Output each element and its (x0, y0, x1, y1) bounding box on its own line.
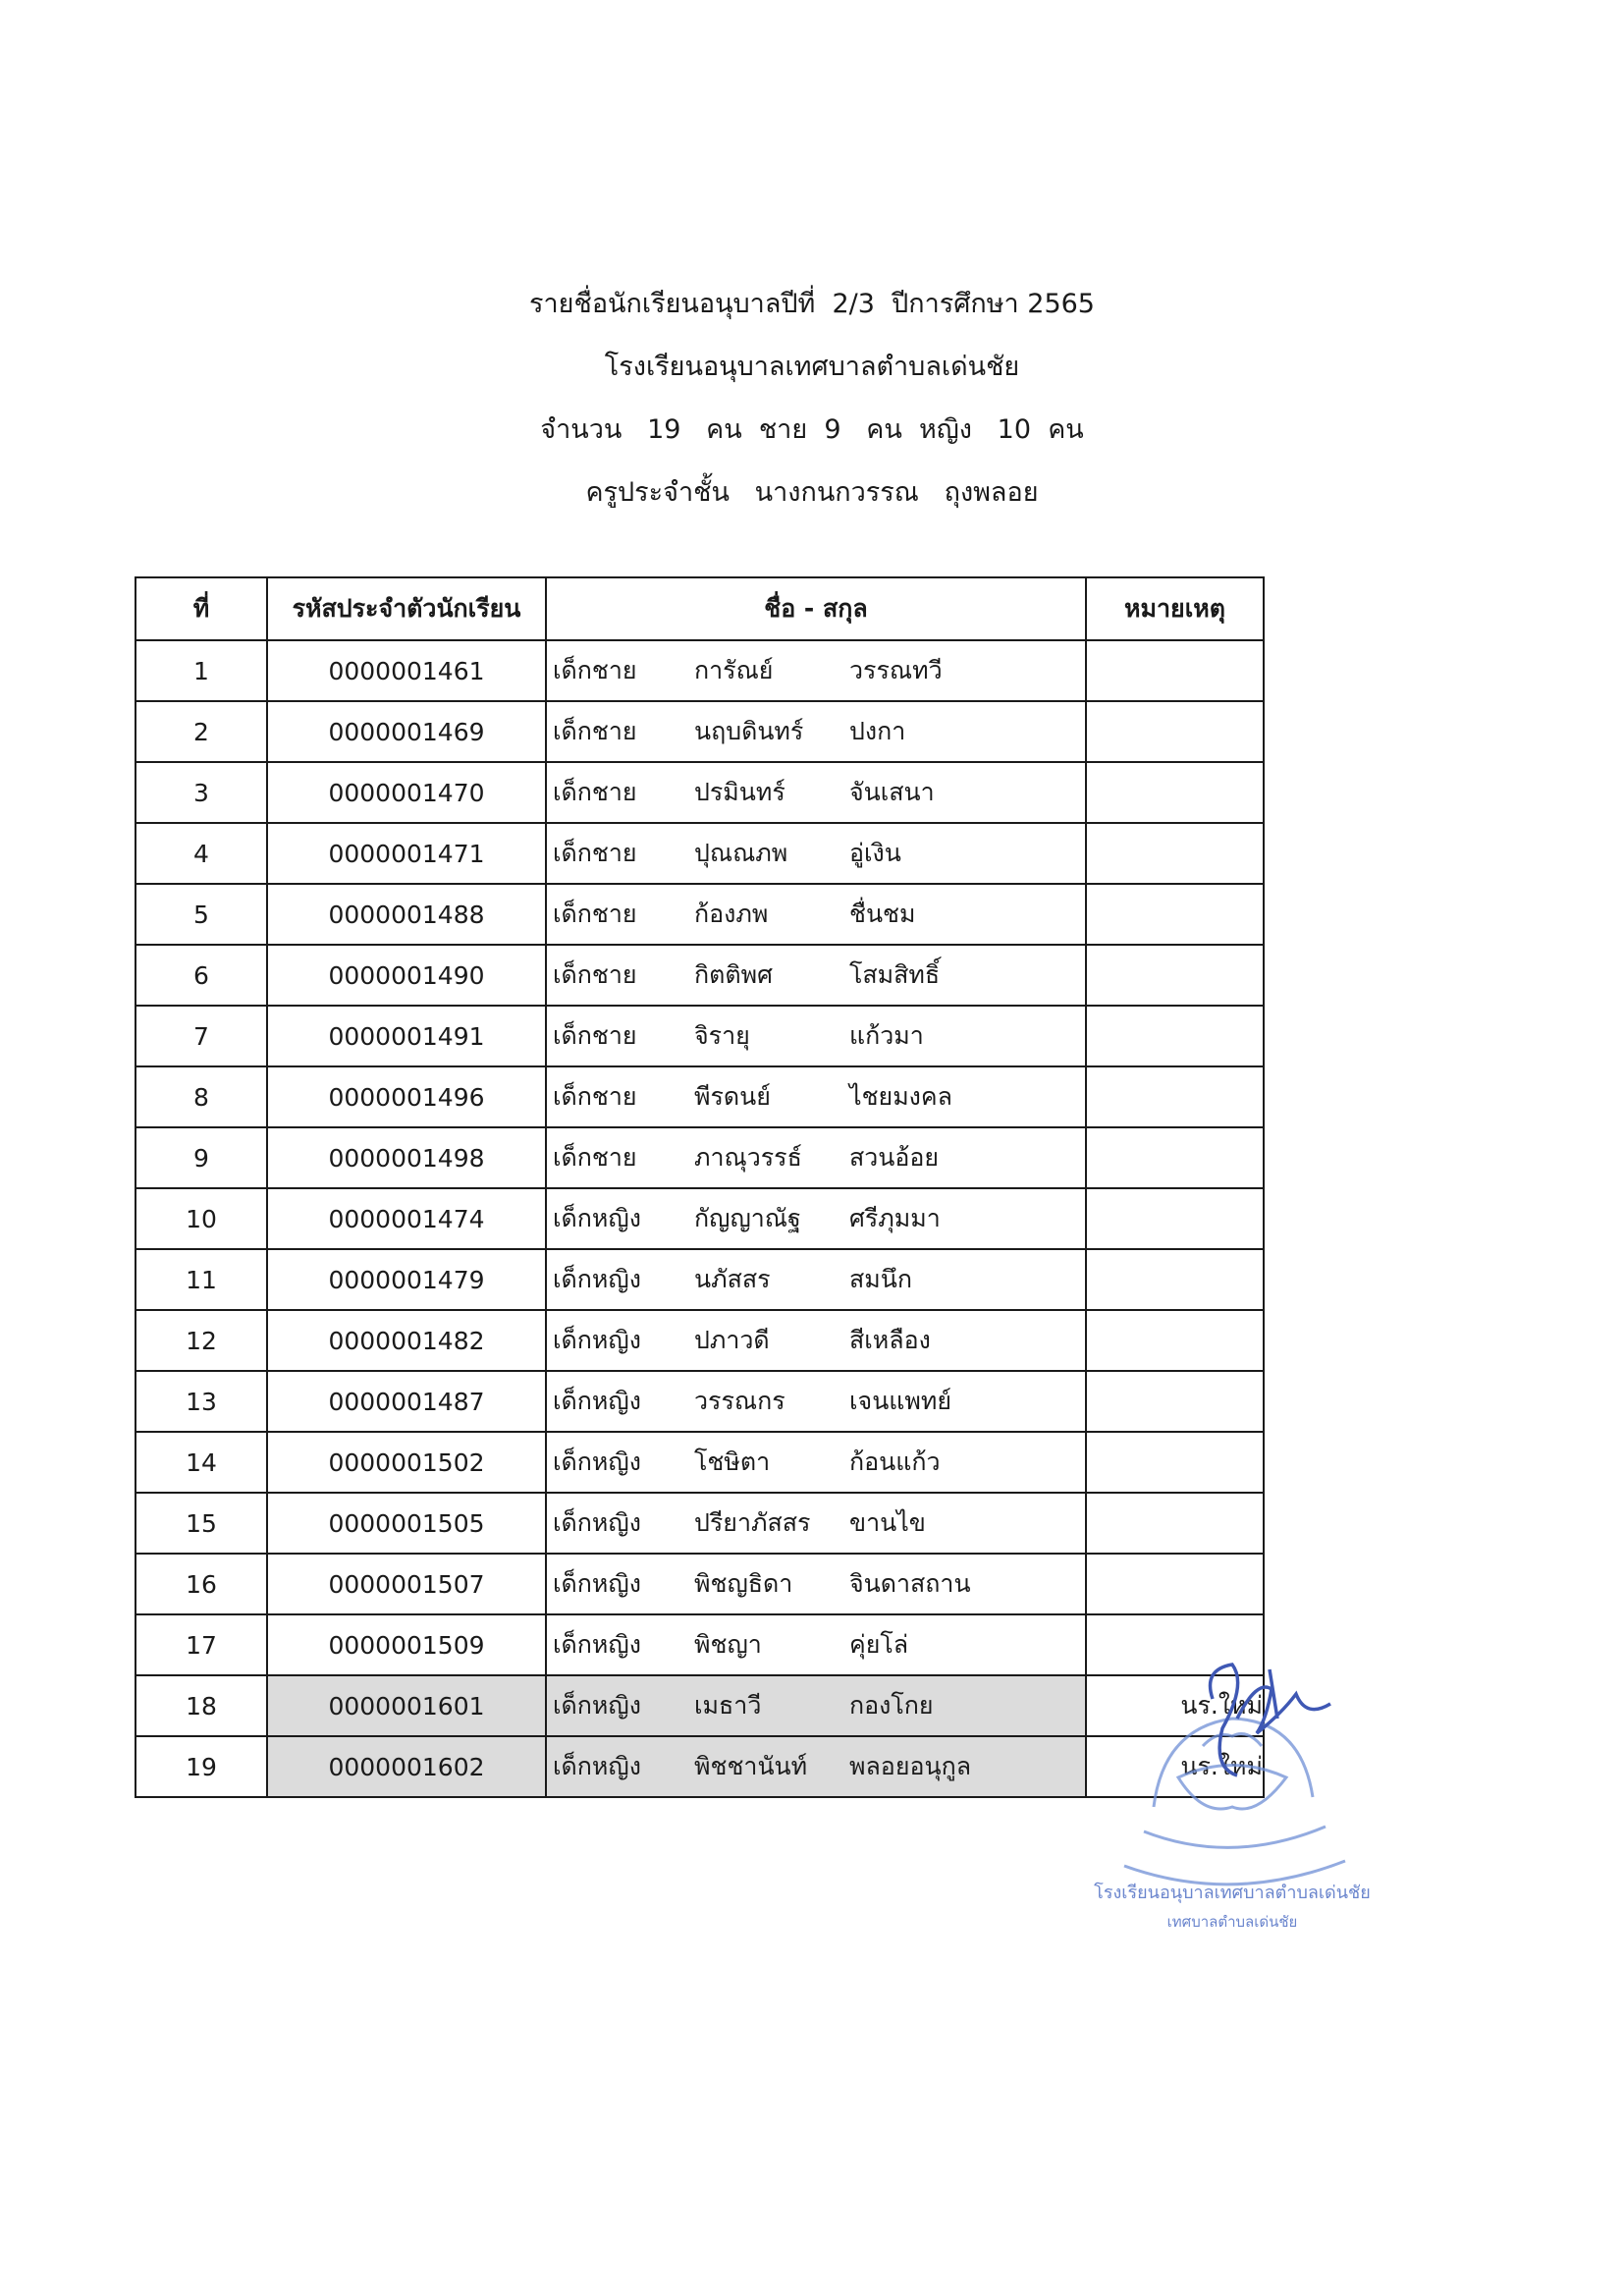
last-name: กองโกย (849, 1691, 934, 1720)
student-id: 0000001507 (267, 1554, 546, 1614)
row-number: 14 (135, 1432, 267, 1493)
stamp-text-municipality: เทศบาลตำบลเด่นชัย (1166, 1913, 1298, 1931)
remark (1086, 823, 1264, 884)
table-header-row (135, 577, 1264, 640)
student-name-cell (546, 1188, 1086, 1249)
remark (1086, 701, 1264, 762)
student-name-cell (546, 1371, 1086, 1432)
student-name-cell (546, 1249, 1086, 1310)
student-name-cell (546, 1127, 1086, 1188)
name-title: เด็กชาย (553, 900, 637, 928)
name-title: เด็กหญิง (553, 1569, 641, 1598)
student-name-cell (546, 701, 1086, 762)
student-id: 0000001602 (267, 1736, 546, 1797)
name-title: เด็กหญิง (553, 1508, 641, 1537)
last-name: ไชยมงคล (849, 1082, 952, 1111)
remark (1086, 884, 1264, 945)
row-number: 1 (135, 640, 267, 701)
last-name: เจนแพทย์ (849, 1387, 952, 1415)
homeroom-teacher: ครูประจำชั้น นางกนกวรรณ ถุงพลอย (585, 477, 1039, 508)
first-name: นฤบดินทร์ (694, 717, 804, 745)
table-row (135, 701, 1264, 762)
name-title: เด็กหญิง (553, 1630, 641, 1659)
first-name: ปรมินทร์ (694, 778, 785, 806)
table-row (135, 1188, 1264, 1249)
student-name-cell (546, 1493, 1086, 1554)
row-number: 18 (135, 1675, 267, 1736)
remark (1086, 1493, 1264, 1554)
last-name: จันเสนา (849, 778, 935, 806)
last-name: วรรณทวี (849, 656, 943, 684)
table-row (135, 945, 1264, 1006)
row-number: 17 (135, 1614, 267, 1675)
table-row (135, 1310, 1264, 1371)
student-id: 0000001488 (267, 884, 546, 945)
first-name: พิชญธิดา (694, 1569, 793, 1598)
last-name: ปงกา (849, 717, 906, 745)
student-name-cell (546, 945, 1086, 1006)
column-header-student-id: รหัสประจำตัวนักเรียน (267, 577, 546, 640)
school-name: โรงเรียนอนุบาลเทศบาลตำบลเด่นชัย (604, 352, 1020, 382)
first-name: ปุณณภพ (694, 839, 788, 867)
remark (1086, 1432, 1264, 1493)
name-title: เด็กหญิง (553, 1204, 641, 1232)
first-name: ปภาวดี (694, 1326, 770, 1354)
row-number: 8 (135, 1066, 267, 1127)
table-row (135, 1554, 1264, 1614)
table-row (135, 762, 1264, 823)
table-row (135, 1006, 1264, 1066)
remark (1086, 1310, 1264, 1371)
name-title: เด็กชาย (553, 1143, 637, 1172)
remark (1086, 640, 1264, 701)
remark (1086, 1066, 1264, 1127)
first-name: เมธาวี (694, 1691, 762, 1720)
student-id: 0000001487 (267, 1371, 546, 1432)
remark (1086, 1006, 1264, 1066)
name-title: เด็กชาย (553, 960, 637, 989)
student-name-cell (546, 1675, 1086, 1736)
last-name: คุ่ยโล่ (849, 1630, 909, 1659)
last-name: สีเหลือง (849, 1326, 931, 1354)
student-id: 0000001490 (267, 945, 546, 1006)
first-name: ปรียาภัสสร (694, 1508, 811, 1537)
remark (1086, 762, 1264, 823)
table-row (135, 1432, 1264, 1493)
student-id: 0000001469 (267, 701, 546, 762)
student-roster-table (135, 576, 1265, 1798)
student-id: 0000001491 (267, 1006, 546, 1066)
last-name: พลอยอนุกูล (849, 1752, 972, 1780)
remark: นร.ใหม่ (1086, 1675, 1264, 1736)
name-title: เด็กชาย (553, 839, 637, 867)
column-header-name: ชื่อ - สกุล (546, 577, 1086, 640)
name-title: เด็กหญิง (553, 1265, 641, 1293)
table-row (135, 1249, 1264, 1310)
first-name: พิชชานันท์ (694, 1752, 808, 1780)
last-name: โสมสิทธิ์ (849, 960, 941, 989)
last-name: จินดาสถาน (849, 1569, 971, 1598)
student-id: 0000001496 (267, 1066, 546, 1127)
last-name: สวนอ้อย (849, 1143, 940, 1172)
signature-mark (1211, 1665, 1331, 1775)
student-name-cell (546, 884, 1086, 945)
row-number: 6 (135, 945, 267, 1006)
row-number: 15 (135, 1493, 267, 1554)
name-title: เด็กหญิง (553, 1447, 641, 1476)
first-name: พีรดนย์ (694, 1082, 771, 1111)
row-number: 11 (135, 1249, 267, 1310)
table-row (135, 1127, 1264, 1188)
student-name-cell (546, 640, 1086, 701)
table-row (135, 884, 1264, 945)
last-name: ขานไข (849, 1508, 926, 1537)
student-name-cell (546, 1614, 1086, 1675)
student-id: 0000001502 (267, 1432, 546, 1493)
remark: นร.ใหม่ (1086, 1736, 1264, 1797)
remark (1086, 1249, 1264, 1310)
table-row (135, 1371, 1264, 1432)
table-body (135, 640, 1264, 1797)
student-count-summary: จำนวน 19 คน ชาย 9 คน หญิง 10 คน (540, 414, 1084, 445)
class-title: รายชื่อนักเรียนอนุบาลปีที่ 2/3 ปีการศึกษา 2565 (529, 289, 1095, 319)
student-id: 0000001479 (267, 1249, 546, 1310)
remark (1086, 1554, 1264, 1614)
first-name: โชษิตา (694, 1447, 771, 1476)
student-name-cell (546, 1066, 1086, 1127)
student-id: 0000001471 (267, 823, 546, 884)
student-name-cell (546, 762, 1086, 823)
last-name: ศรีภุมมา (849, 1204, 941, 1232)
document-header (0, 273, 1624, 524)
first-name: นภัสสร (694, 1265, 771, 1293)
last-name: ชื่นชม (849, 900, 916, 928)
first-name: กัญญาณัฐ (694, 1204, 801, 1232)
remark (1086, 1188, 1264, 1249)
name-title: เด็กชาย (553, 656, 637, 684)
column-header-note: หมายเหตุ (1086, 577, 1264, 640)
last-name: อู่เงิน (849, 839, 901, 867)
table-row (135, 1493, 1264, 1554)
row-number: 5 (135, 884, 267, 945)
student-id: 0000001509 (267, 1614, 546, 1675)
row-number: 9 (135, 1127, 267, 1188)
row-number: 3 (135, 762, 267, 823)
row-number: 19 (135, 1736, 267, 1797)
name-title: เด็กหญิง (553, 1387, 641, 1415)
first-name: จิรายุ (694, 1021, 750, 1050)
student-name-cell (546, 823, 1086, 884)
student-name-cell (546, 1310, 1086, 1371)
first-name: วรรณกร (694, 1387, 785, 1415)
first-name: ก้องภพ (694, 900, 769, 928)
row-number: 10 (135, 1188, 267, 1249)
stamp-text-school: โรงเรียนอนุบาลเทศบาลตำบลเด่นชัย (1094, 1883, 1371, 1903)
remark (1086, 1371, 1264, 1432)
row-number: 12 (135, 1310, 267, 1371)
row-number: 7 (135, 1006, 267, 1066)
student-name-cell (546, 1736, 1086, 1797)
remark (1086, 945, 1264, 1006)
name-title: เด็กหญิง (553, 1326, 641, 1354)
row-number: 2 (135, 701, 267, 762)
name-title: เด็กชาย (553, 1021, 637, 1050)
name-title: เด็กชาย (553, 778, 637, 806)
student-id: 0000001474 (267, 1188, 546, 1249)
last-name: แก้วมา (849, 1021, 924, 1050)
student-id: 0000001601 (267, 1675, 546, 1736)
row-number: 16 (135, 1554, 267, 1614)
name-title: เด็กหญิง (553, 1691, 641, 1720)
row-number: 4 (135, 823, 267, 884)
student-id: 0000001482 (267, 1310, 546, 1371)
last-name: สมนึก (849, 1265, 912, 1293)
column-header-no: ที่ (135, 577, 267, 640)
name-title: เด็กชาย (553, 1082, 637, 1111)
table-row (135, 823, 1264, 884)
student-id: 0000001498 (267, 1127, 546, 1188)
student-name-cell (546, 1554, 1086, 1614)
first-name: พิชญา (694, 1630, 762, 1659)
student-id: 0000001461 (267, 640, 546, 701)
first-name: กิตติพศ (694, 960, 773, 989)
table-row (135, 1066, 1264, 1127)
student-name-cell (546, 1006, 1086, 1066)
name-title: เด็กหญิง (553, 1752, 641, 1780)
table-row (135, 640, 1264, 701)
student-id: 0000001505 (267, 1493, 546, 1554)
student-id: 0000001470 (267, 762, 546, 823)
last-name: ก้อนแก้ว (849, 1447, 941, 1476)
first-name: การัณย์ (694, 656, 774, 684)
first-name: ภาณุวรรธ์ (694, 1143, 802, 1172)
remark (1086, 1127, 1264, 1188)
student-name-cell (546, 1432, 1086, 1493)
name-title: เด็กชาย (553, 717, 637, 745)
row-number: 13 (135, 1371, 267, 1432)
